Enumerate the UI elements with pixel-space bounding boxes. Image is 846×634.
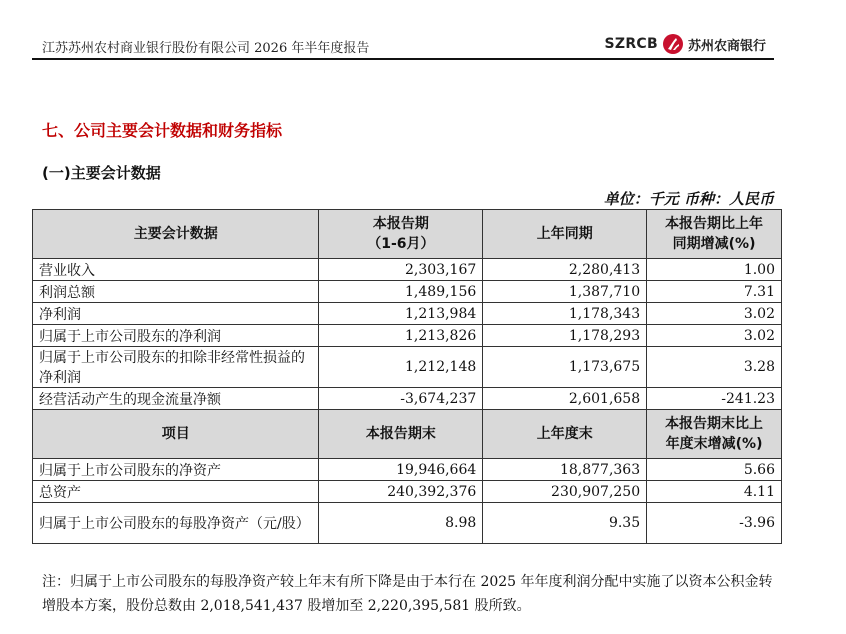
table-cell: 240,392,376 bbox=[319, 481, 483, 503]
table-cell: 1,178,343 bbox=[483, 303, 647, 325]
column-header: 本报告期 （1-6月） bbox=[319, 210, 483, 259]
table-cell: 1,489,156 bbox=[319, 281, 483, 303]
accounting-data-table bbox=[32, 209, 782, 544]
table-row bbox=[33, 259, 782, 281]
table-cell: 3.28 bbox=[647, 347, 782, 388]
row-label: 总资产 bbox=[33, 481, 319, 503]
table-row bbox=[33, 281, 782, 303]
table-cell: 3.02 bbox=[647, 325, 782, 347]
table-cell: 1,178,293 bbox=[483, 325, 647, 347]
table-row bbox=[33, 388, 782, 410]
table-row bbox=[33, 459, 782, 481]
table-cell: -3,674,237 bbox=[319, 388, 483, 410]
table-cell: 7.31 bbox=[647, 281, 782, 303]
row-label: 经营活动产生的现金流量净额 bbox=[33, 388, 319, 410]
row-label: 归属于上市公司股东的净利润 bbox=[33, 325, 319, 347]
row-label: 营业收入 bbox=[33, 259, 319, 281]
table-cell: 2,280,413 bbox=[483, 259, 647, 281]
table-row bbox=[33, 481, 782, 503]
column-header: 本报告期比上年 同期增减(%) bbox=[647, 210, 782, 259]
bank-logo-icon bbox=[662, 33, 684, 55]
logo-english: SZRCB bbox=[604, 36, 658, 52]
table-row bbox=[33, 303, 782, 325]
row-label: 归属于上市公司股东的每股净资产（元/股） bbox=[33, 503, 319, 544]
table-row bbox=[33, 503, 782, 544]
unit-currency-line: 单位：千元 币种：人民币 bbox=[603, 190, 774, 208]
column-header: 主要会计数据 bbox=[33, 210, 319, 259]
table-row bbox=[33, 325, 782, 347]
table-footnote: 注：归属于上市公司股东的每股净资产较上年末有所下降是由于本行在 2025 年年度利润分配中实施了以资本公积金转增股本方案，股份总数由 2,018,541,437 股增加至 2,220,395,581 股所致。 bbox=[42, 574, 773, 614]
table-cell: 1,387,710 bbox=[483, 281, 647, 303]
column-header: 本报告期末 bbox=[319, 410, 483, 459]
bank-logo bbox=[605, 33, 766, 55]
section-heading: 七、公司主要会计数据和财务指标 bbox=[42, 121, 283, 140]
table-header-row bbox=[33, 210, 782, 259]
table-row bbox=[33, 347, 782, 388]
table-cell: 8.98 bbox=[319, 503, 483, 544]
table-cell: 2,303,167 bbox=[319, 259, 483, 281]
row-label: 归属于上市公司股东的净资产 bbox=[33, 459, 319, 481]
report-header-title: 江苏苏州农村商业银行股份有限公司 2026 年半年度报告 bbox=[42, 41, 370, 56]
table-body bbox=[33, 210, 782, 544]
sub-heading: (一)主要会计数据 bbox=[42, 164, 161, 182]
table-cell: 2,601,658 bbox=[483, 388, 647, 410]
column-header: 项目 bbox=[33, 410, 319, 459]
column-header: 上年同期 bbox=[483, 210, 647, 259]
table-header-row bbox=[33, 410, 782, 459]
table-cell: 1,173,675 bbox=[483, 347, 647, 388]
table-cell: 230,907,250 bbox=[483, 481, 647, 503]
header-divider bbox=[32, 58, 774, 60]
row-label: 利润总额 bbox=[33, 281, 319, 303]
table-cell: 18,877,363 bbox=[483, 459, 647, 481]
logo-chinese: 苏州农商银行 bbox=[687, 38, 766, 54]
table-cell: -3.96 bbox=[647, 503, 782, 544]
table-cell: 1,212,148 bbox=[319, 347, 483, 388]
column-header: 本报告期末比上 年度末增减(%) bbox=[647, 410, 782, 459]
column-header: 上年度末 bbox=[483, 410, 647, 459]
table-cell: 19,946,664 bbox=[319, 459, 483, 481]
row-label: 净利润 bbox=[33, 303, 319, 325]
table-cell: -241.23 bbox=[647, 388, 782, 410]
table-cell: 4.11 bbox=[647, 481, 782, 503]
table-cell: 1,213,826 bbox=[319, 325, 483, 347]
row-label: 归属于上市公司股东的扣除非经常性损益的净利润 bbox=[33, 347, 319, 388]
table-cell: 1,213,984 bbox=[319, 303, 483, 325]
table-cell: 5.66 bbox=[647, 459, 782, 481]
table-cell: 3.02 bbox=[647, 303, 782, 325]
table-cell: 9.35 bbox=[483, 503, 647, 544]
table-cell: 1.00 bbox=[647, 259, 782, 281]
